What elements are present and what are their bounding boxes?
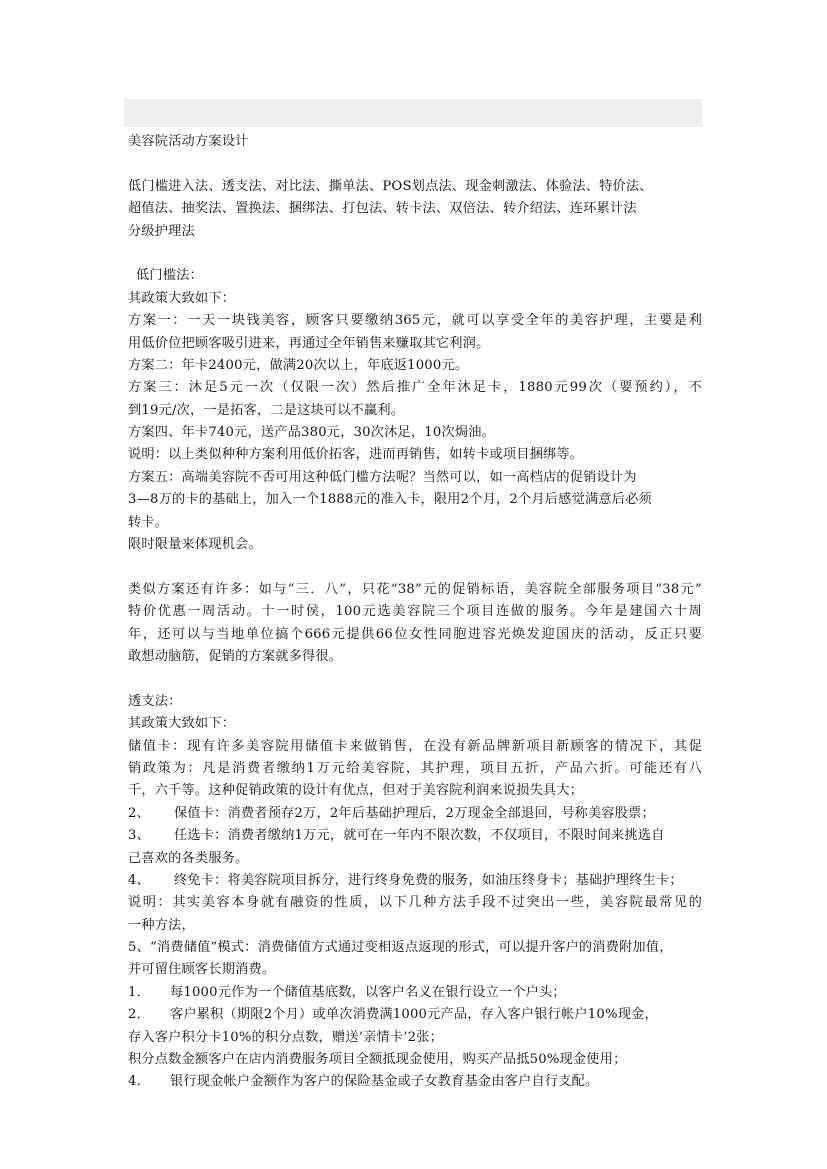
plan-1-line-2: 用低价位把顾客吸引进来，再通过全年销售来赚取其它利润。 [128, 335, 490, 351]
note-2-line-2: 一种方法， [128, 917, 195, 933]
step-4-number: 4． [128, 1074, 150, 1090]
section-heading-low-threshold: 低门槛法： [136, 268, 203, 284]
similar-line-3: 年，还可以与当地单位搞个666元提供66位女性同胞进容光焕发迎国庆的活动，反正只要 [128, 626, 702, 642]
plan-5-line-3: 转卡。 [128, 514, 169, 530]
stored-card-line-3: 千，六千等。这种促销政策的设计有优点，但对于美容院利润来说损失具大； [128, 783, 584, 799]
step-1-number: 1． [128, 984, 150, 1000]
plan-5-line-2: 3—8万的卡的基础上，加入一个1888元的准入卡，限用2个月，2个月后感觉满意后必须 [128, 492, 652, 508]
methods-list-line-3: 分级护理法 [128, 223, 195, 239]
plan-5-line-4: 限时限量来体现机会。 [128, 537, 262, 553]
step-3: 积分点数金额客户在店内消费服务项目全额抵现金使用，购买产品抵50%现金使用； [128, 1052, 627, 1068]
note-2-line-1: 说明：其实美容本身就有融资的性质，以下几种方法手段不过突出一些，美容院最常见的 [128, 895, 702, 911]
item-2-number: 2、 [128, 805, 150, 821]
document-body [128, 131, 702, 1094]
step-2-number: 2． [128, 1007, 150, 1023]
step-4 [128, 1071, 702, 1093]
plan-2: 方案二：年卡2400元，做满20次以上，年底返1000元。 [128, 357, 469, 373]
stored-card-line-1: 储值卡：现有许多美容院用储值卡来做销售，在没有新品牌新项目新顾客的情况下，其促 [128, 738, 702, 754]
policy-intro-2: 其政策大致如下： [128, 716, 236, 732]
item-2-text: 保值卡：消费者预存2万，2年后基础护理后，2万现金全部退回，号称美容股票； [173, 805, 655, 821]
policy-intro: 其政策大致如下： [128, 290, 236, 306]
document-title: 美容院活动方案设计 [128, 134, 249, 149]
item-4-text: 终免卡：将美容院项目拆分，进行终身免费的服务，如油压终身卡；基础护理终生卡； [173, 872, 683, 888]
methods-list-line-2: 超值法、抽奖法、置换法、捆绑法、打包法、转卡法、双倍法、转介绍法、连环累计法 [128, 201, 637, 217]
item-4-number: 4、 [128, 872, 150, 888]
item-4 [128, 870, 702, 892]
similar-line-4: 敢想动脑筋，促销的方案就多得很。 [128, 648, 343, 664]
item-3-number: 3、 [128, 828, 150, 844]
step-1 [128, 982, 702, 1004]
step-1-text: 每1000元作为一个储值基底数，以客户名义在银行设立一个户头； [169, 984, 566, 1000]
similar-line-2: 特价优惠一周活动。十一时侯，100元选美容院三个项目连做的服务。今年是建国六十周 [128, 604, 702, 620]
plan-5-line-1: 方案五：高端美容院不否可用这种低门槛方法呢？当然可以，如一高档店的促销设计为 [128, 469, 637, 485]
methods-list-line-1: 低门槛进入法、透支法、对比法、撕单法、POS划点法、现金刺激法、体验法、特价法、 [128, 178, 653, 194]
stored-card-line-2: 销政策为：凡是消费者缴纳1万元给美容院，其护理，项目五折，产品六折。可能还有八 [128, 760, 702, 776]
item-5-line-2: 并可留住顾客长期消费。 [128, 962, 276, 978]
plan-3-line-1: 方案三：沐足5元一次（仅限一次）然后推广全年沐足卡，1880元99次（要预约），不 [128, 380, 702, 396]
item-3-text: 任选卡：消费者缴纳1万元，就可在一年内不限次数，不仅项目，不限时间来挑选自 [173, 828, 665, 844]
step-2-text: 客户累积（期限2个月）或单次消费满1000元产品，存入客户银行帐户10%现金， [169, 1007, 658, 1023]
item-3-line-1 [128, 825, 702, 847]
section-heading-overdraft: 透支法： [128, 693, 182, 709]
item-5-line-1: 5、“消费储值”模式：消费储值方式通过变相返点返现的形式，可以提升客户的消费附加值， [128, 940, 673, 956]
plan-3-line-2: 到19元/次，一是拓客，二是这块可以不赢利。 [128, 402, 405, 418]
item-2 [128, 803, 702, 825]
step-2-line-2: 存入客户积分卡10%的积分点数，赠送‘亲情卡’2张； [128, 1029, 444, 1045]
item-3-line-2: 己喜欢的各类服务。 [128, 850, 249, 866]
similar-line-1: 类似方案还有许多：如与“三．八”，只花“38”元的促销标语，美容院全部服务项目“38元” [128, 581, 702, 597]
plan-1-line-1: 方案一：一天一块钱美容，顾客只要缴纳365元，就可以享受全年的美容护理，主要是利 [128, 313, 702, 329]
note: 说明：以上类似种种方案利用低价拓客，进而再销售，如转卡或项目捆绑等。 [128, 447, 584, 463]
header-band [124, 99, 702, 127]
step-4-text: 银行现金帐户金额作为客户的保险基金或子女教育基金由客户自行支配。 [169, 1074, 599, 1090]
step-2-line-1 [128, 1004, 702, 1026]
plan-4: 方案四、年卡740元，送产品380元，30次沐足，10次焗油。 [128, 425, 496, 441]
